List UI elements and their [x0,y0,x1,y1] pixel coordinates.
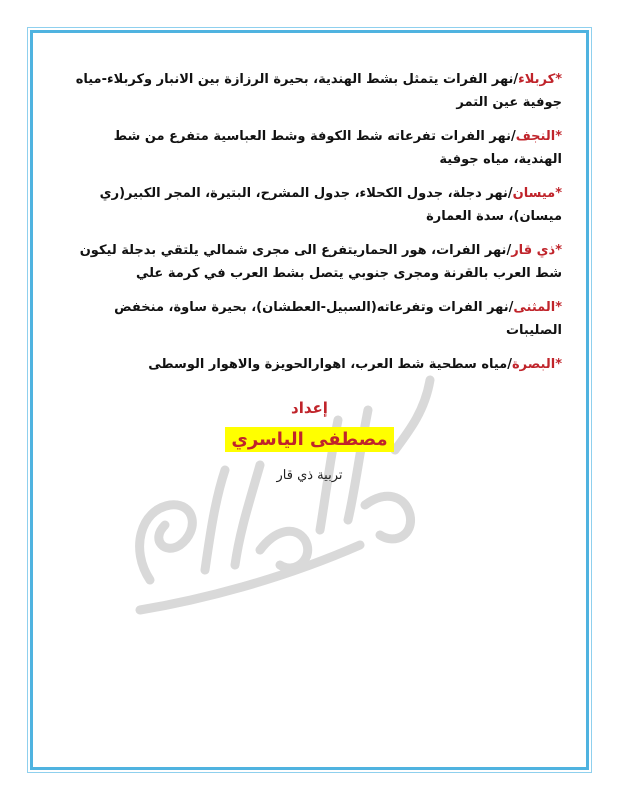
region-label: *كربلاء [518,72,562,87]
water-resources-list [62,68,562,387]
region-label: *البصرة [511,357,562,372]
entry-text: مياه سطحية شط العرب، اهوارالحويزة والاهوار الوسطى [148,357,508,372]
separator: / [507,357,512,372]
author-affiliation: تربية ذي قار [276,468,343,483]
entry-karbala [62,68,562,114]
region-label: *النجف [515,129,562,144]
region-label: *ذي قار [511,243,562,258]
prepared-by-label: إعداد [291,399,328,417]
entry-maysan [62,182,562,228]
entry-dhi-qar [62,239,562,285]
entry-text: نهر الفرات يتمثل بشط الهندية، بحيرة الرزازة بين الانبار وكربلاء-مياه جوفية عين التمر [75,72,562,110]
entry-text: نهر الفرات تفرعاته شط الكوفة وشط العباسية متفرع من شط الهندية، مياه جوفية [113,129,562,167]
separator: / [513,72,519,87]
entry-muthanna [62,296,562,342]
signature-block [0,398,619,483]
separator: / [507,186,513,201]
separator: / [506,243,512,258]
entry-najaf [62,125,562,171]
entry-text: نهر دجلة، جدول الكحلاء، جدول المشرح، البتيرة، المجر الكبير(ري ميسان)، سدة العمارة [99,186,562,224]
entry-text: نهر الفرات وتفرعاته(السبيل-العطشان)، بحيرة ساوة، منخفض الصليبات [114,300,562,338]
entry-text: نهر الفرات، هور الحماريتفرع الى مجرى شمالي يلتقي بدجلة ليكون شط العرب بالقرنة ومجرى جنوبي يتصل بشط العرب في كرمة علي [79,243,562,281]
separator: / [508,300,514,315]
author-name: مصطفى الياسري [225,427,393,452]
entry-basra [62,353,562,376]
separator: / [510,129,516,144]
region-label: *ميسان [512,186,562,201]
region-label: *المثنى [513,300,562,315]
